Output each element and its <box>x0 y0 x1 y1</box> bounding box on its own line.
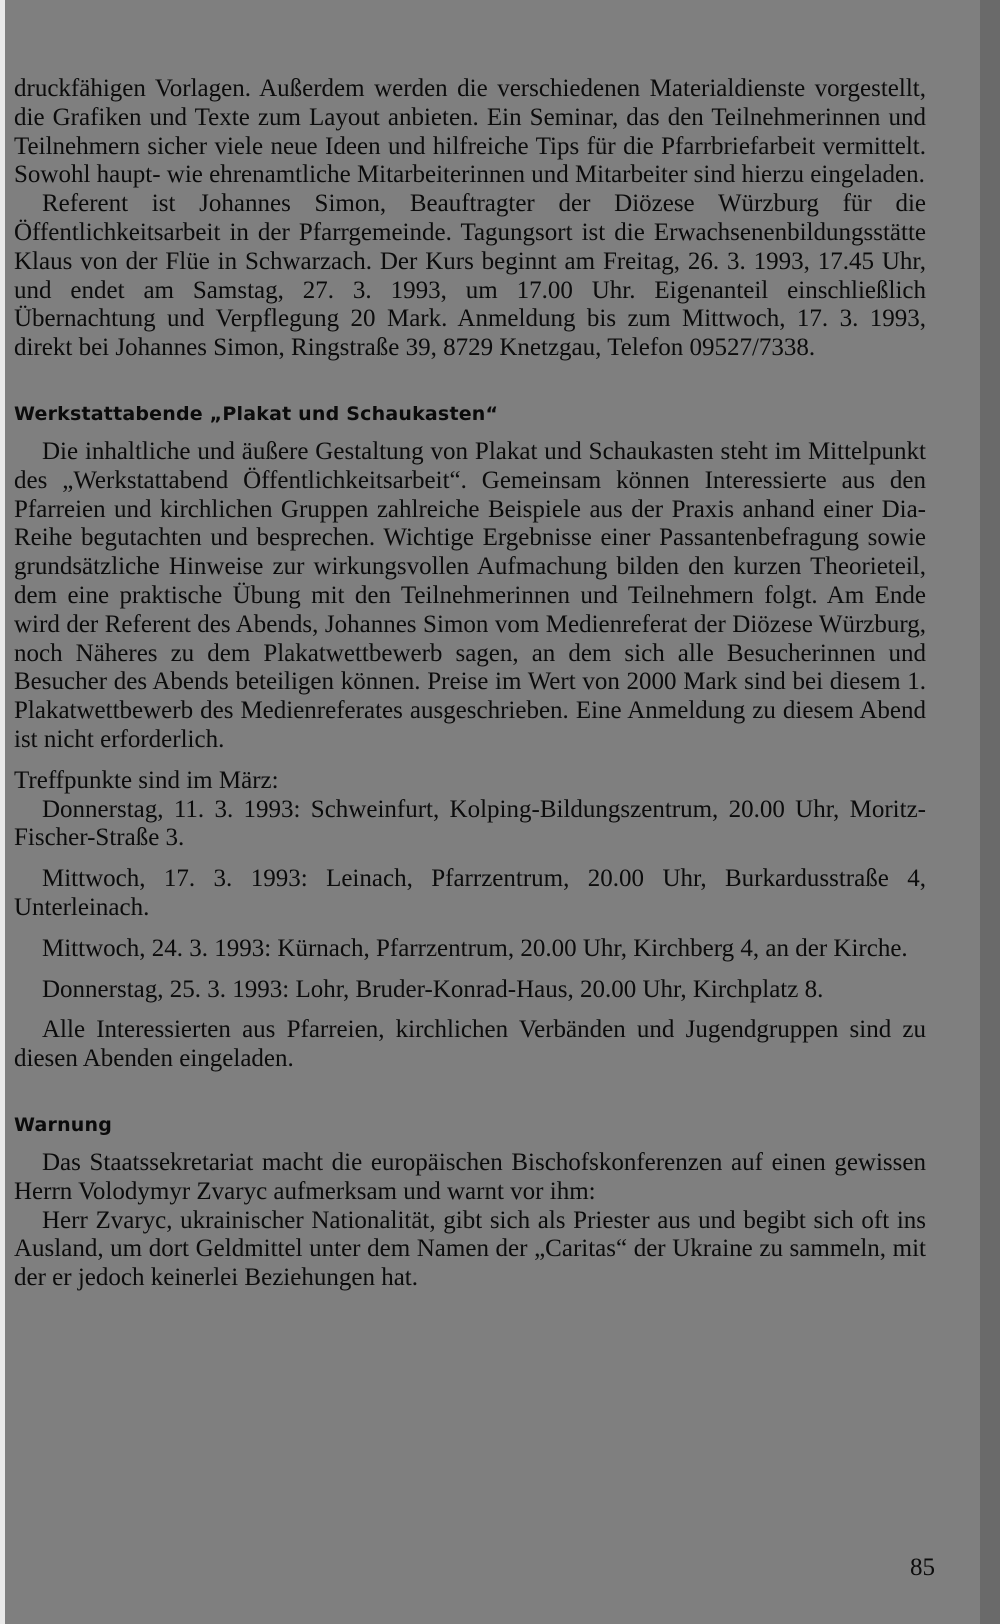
meeting-item: Donnerstag, 11. 3. 1993: Schweinfurt, Kolping-Bildungszentrum, 20.00 Uhr, Moritz-Fischer-Straße 3. <box>14 795 926 852</box>
page-content <box>14 75 926 1293</box>
paragraph-warnung-details: Herr Zvaryc, ukrainischer Nationalität, gibt sich als Priester aus und begibt sich oft ins Ausland, um dort Geldmittel unter dem Namen der „Caritas“ der Ukraine zu sammeln, mit der er jedoch keinerlei Beziehungen hat. <box>14 1206 926 1292</box>
paragraph-invitation: Alle Interessierten aus Pfarreien, kirchlichen Verbänden und Jugendgruppen sind zu diesen Abenden eingeladen. <box>14 1016 926 1073</box>
paragraph-seminar-details: Referent ist Johannes Simon, Beauftragter der Diözese Würzburg für die Öffentlichkeitsarbeit in der Pfarrgemeinde. Tagungsort ist die Erwachsenenbildungsstätte Klaus von der Flüe in Schwarzach. Der Kurs beginnt am Freitag, 26. 3. 1993, 17.45 Uhr, und endet am Samstag, 27. 3. 1993, um 17.00 Uhr. Eigenanteil einschließlich Übernachtung und Verpflegung 20 Mark. Anmeldung bis zum Mittwoch, 17. 3. 1993, direkt bei Johannes Simon, Ringstraße 39, 8729 Knetzgau, Telefon 09527/7338. <box>14 190 926 362</box>
page-number: 85 <box>910 1554 935 1581</box>
section-heading-werkstattabende: Werkstattabende „Plakat und Schaukasten“ <box>14 402 499 425</box>
scan-edge-right <box>980 0 1000 1624</box>
paragraph-seminar-description: druckfähigen Vorlagen. Außerdem werden die verschiedenen Materialdienste vorgestellt, die Grafiken und Texte zum Layout anbieten. Ein Seminar, das den Teilnehmerinnen und Teilnehmern sicher viele neue Ideen und hilfreiche Tips für die Pfarrbriefarbeit vermittelt. Sowohl haupt- wie ehrenamtliche Mitarbeiterinnen und Mitarbeiter sind hierzu eingeladen. <box>14 75 926 189</box>
scan-edge-left <box>0 0 5 1624</box>
paragraph-warnung-intro: Das Staatssekretariat macht die europäischen Bischofskonferenzen auf einen gewissen Herrn Volodymyr Zvaryc aufmerksam und warnt vor ihm: <box>14 1148 926 1205</box>
meetings-intro: Treffpunkte sind im März: <box>14 766 279 794</box>
paragraph-werkstattabende: Die inhaltliche und äußere Gestaltung von Plakat und Schaukasten steht im Mittelpunkt des „Werkstattabend Öffentlichkeitsarbeit“. Gemeinsam können Interessierte aus den Pfarreien und kirchlichen Gruppen zahlreiche Beispiele aus der Praxis anhand einer Dia-Reihe begutachten und besprechen. Wichtige Ergebnisse einer Passantenbefragung sowie grundsätzliche Hinweise zur wirkungsvollen Aufmachung bilden den kurzen Theorieteil, dem eine praktische Übung mit den Teilnehmerinnen und Teilnehmern folgt. Am Ende wird der Referent des Abends, Johannes Simon vom Medienreferat der Diözese Würzburg, noch Näheres zu dem Plakatwettbewerb sagen, an dem sich alle Besucherinnen und Besucher des Abends beteiligen können. Preise im Wert von 2000 Mark sind bei diesem 1. Plakatwettbewerb des Medienreferates ausgeschrieben. Eine Anmeldung zu diesem Abend ist nicht erforderlich. <box>14 437 926 753</box>
meeting-item: Donnerstag, 25. 3. 1993: Lohr, Bruder-Konrad-Haus, 20.00 Uhr, Kirchplatz 8. <box>42 975 824 1003</box>
section-heading-warnung: Warnung <box>14 1113 113 1136</box>
meeting-item: Mittwoch, 17. 3. 1993: Leinach, Pfarrzentrum, 20.00 Uhr, Burkardusstraße 4, Unterleinach. <box>14 865 926 921</box>
meeting-item: Mittwoch, 24. 3. 1993: Kürnach, Pfarrzentrum, 20.00 Uhr, Kirchberg 4, an der Kirche. <box>42 934 908 962</box>
